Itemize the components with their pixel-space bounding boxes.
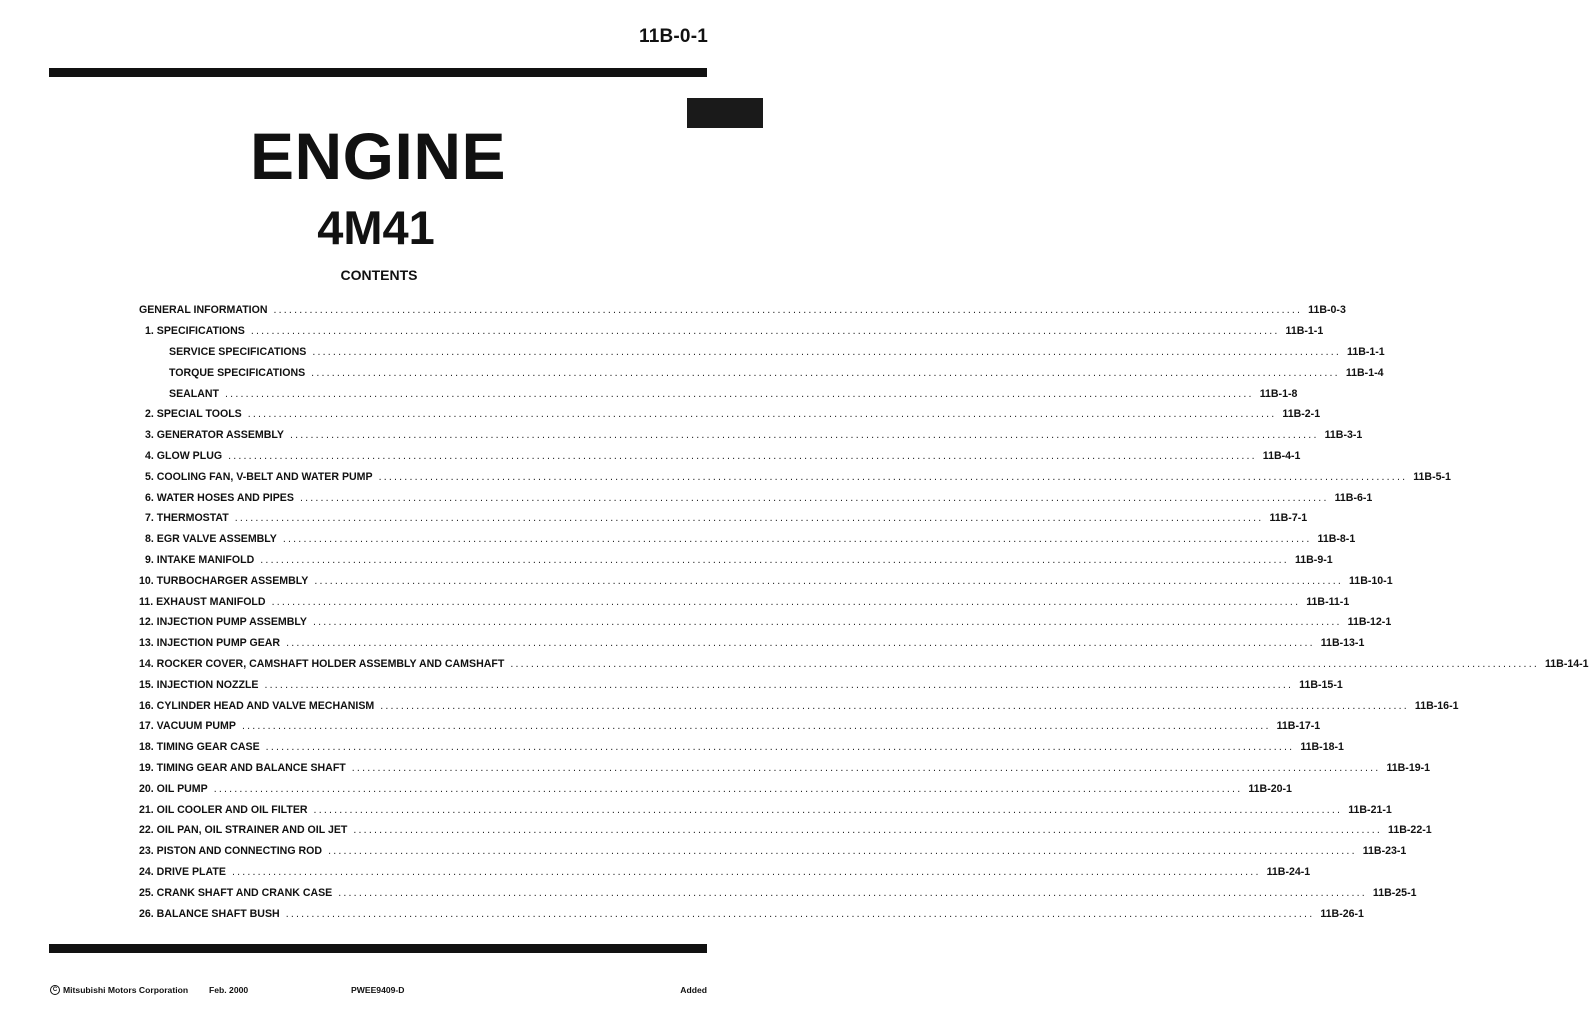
toc-entry-label: 21. OIL COOLER AND OIL FILTER <box>139 803 308 816</box>
toc-entry-label: 6. WATER HOSES AND PIPES <box>145 491 294 504</box>
toc-leader-dots: ........................................................................................................................................................................................................ <box>250 325 1280 338</box>
toc-entry[interactable] <box>0 300 1346 321</box>
toc-leader-dots: ........................................................................................................................................................................................................ <box>312 616 1342 629</box>
toc-entry[interactable] <box>0 758 1431 779</box>
toc-entry[interactable] <box>0 674 1343 695</box>
toc-entry-page: 11B-1-8 <box>1259 387 1298 400</box>
toc-entry-label: SEALANT <box>169 387 220 400</box>
toc-entry[interactable] <box>0 508 1308 529</box>
toc-entry-page: 11B-7-1 <box>1269 512 1308 525</box>
toc-entry-page: 11B-2-1 <box>1282 408 1321 421</box>
toc-entry-label: 7. THERMOSTAT <box>145 512 229 525</box>
toc-entry-page: 11B-16-1 <box>1414 699 1459 712</box>
toc-entry-label: 18. TIMING GEAR CASE <box>139 741 260 754</box>
footer-company: Mitsubishi Motors Corporation <box>63 985 189 995</box>
toc-entry-page: 11B-3-1 <box>1324 429 1363 442</box>
toc-entry-page: 11B-13-1 <box>1320 637 1365 650</box>
toc-entry-label: 10. TURBOCHARGER ASSEMBLY <box>139 574 309 587</box>
toc-leader-dots: ........................................................................................................................................................................................................ <box>286 637 1315 650</box>
toc-entry[interactable] <box>0 903 1364 924</box>
toc-entry-page: 11B-0-3 <box>1308 304 1346 317</box>
toc-entry-label: 1. SPECIFICATIONS <box>145 325 245 338</box>
toc-leader-dots: ........................................................................................................................................................................................................ <box>285 907 1315 920</box>
footer-date: Feb. 2000 <box>209 985 249 995</box>
toc-entry[interactable] <box>0 383 1298 404</box>
top-rule <box>49 68 707 77</box>
toc-entry[interactable] <box>0 529 1356 550</box>
toc-entry-label: GENERAL INFORMATION <box>139 304 268 317</box>
toc-leader-dots: ........................................................................................................................................................................................................ <box>265 741 1295 754</box>
toc-entry-page: 11B-20-1 <box>1248 782 1292 795</box>
toc-entry[interactable] <box>0 841 1407 862</box>
toc-entry-label: 19. TIMING GEAR AND BALANCE SHAFT <box>139 761 346 774</box>
toc-entry[interactable] <box>0 820 1432 841</box>
toc-entry-page: 11B-6-1 <box>1334 491 1373 504</box>
toc-entry-label: 23. PISTON AND CONNECTING ROD <box>139 845 323 858</box>
toc-entry-label: 11. EXHAUST MANIFOLD <box>139 595 266 608</box>
toc-entry-label: 8. EGR VALVE ASSEMBLY <box>145 533 277 546</box>
footer-status: Added <box>680 985 707 995</box>
toc-entry-label: 20. OIL PUMP <box>139 782 208 795</box>
toc-entry[interactable] <box>0 446 1301 467</box>
toc-entry-page: 11B-14-1 <box>1544 657 1589 670</box>
toc-entry[interactable] <box>0 612 1392 633</box>
toc-leader-dots: ........................................................................................................................................................................................................ <box>225 387 1254 400</box>
contents-heading: CONTENTS <box>340 267 418 283</box>
toc-leader-dots: ........................................................................................................................................................................................................ <box>338 886 1367 899</box>
toc-entry-page: 11B-24-1 <box>1266 865 1311 878</box>
toc-entry-label: 15. INJECTION NOZZLE <box>139 678 259 691</box>
toc-leader-dots: ........................................................................................................................................................................................................ <box>231 865 1261 878</box>
page-title: ENGINE <box>249 119 507 193</box>
toc-leader-dots: ........................................................................................................................................................................................................ <box>351 761 1381 774</box>
toc-entry-label: TORQUE SPECIFICATIONS <box>169 366 306 379</box>
toc-entry-page: 11B-19-1 <box>1386 761 1431 774</box>
toc-entry[interactable] <box>0 321 1324 342</box>
toc-entry-page: 11B-9-1 <box>1294 553 1333 566</box>
toc-entry-label: 24. DRIVE PLATE <box>139 865 226 878</box>
toc-leader-dots: ........................................................................................................................................................................................................ <box>314 574 1343 587</box>
toc-entry[interactable] <box>0 487 1373 508</box>
toc-entry-label: 4. GLOW PLUG <box>145 449 223 462</box>
toc-leader-dots: ........................................................................................................................................................................................................ <box>328 845 1357 858</box>
toc-entry-page: 11B-1-1 <box>1285 325 1324 338</box>
toc-entry-label: 14. ROCKER COVER, CAMSHAFT HOLDER ASSEMBLY AND CAMSHAFT <box>139 657 505 670</box>
toc-leader-dots: ........................................................................................................................................................................................................ <box>311 366 1340 379</box>
toc-leader-dots: ........................................................................................................................................................................................................ <box>213 782 1243 795</box>
toc-leader-dots: ........................................................................................................................................................................................................ <box>312 345 1342 358</box>
toc-entry-page: 11B-12-1 <box>1347 616 1392 629</box>
toc-entry-page: 11B-25-1 <box>1372 886 1417 899</box>
toc-entry-label: 2. SPECIAL TOOLS <box>145 408 242 421</box>
toc-entry[interactable] <box>0 362 1384 383</box>
page-number: 11B-0-1 <box>639 26 708 47</box>
footer-doc-code: PWEE9409-D <box>351 985 405 995</box>
toc-entry-label: 17. VACUUM PUMP <box>139 720 236 733</box>
toc-leader-dots: ........................................................................................................................................................................................................ <box>282 533 1312 546</box>
toc-entry[interactable] <box>0 466 1451 487</box>
toc-entry-label: 12. INJECTION PUMP ASSEMBLY <box>139 616 307 629</box>
toc-entry[interactable] <box>0 342 1385 363</box>
toc-leader-dots: ........................................................................................................................................................................................................ <box>260 553 1289 566</box>
toc-entry[interactable] <box>0 425 1363 446</box>
toc-entry-page: 11B-23-1 <box>1362 845 1407 858</box>
toc-leader-dots: ........................................................................................................................................................................................................ <box>264 678 1294 691</box>
toc-entry-page: 11B-8-1 <box>1317 533 1356 546</box>
toc-leader-dots: ........................................................................................................................................................................................................ <box>299 491 1329 504</box>
toc-leader-dots: ........................................................................................................................................................................................................ <box>510 657 1539 670</box>
toc-entry-page: 11B-21-1 <box>1348 803 1392 816</box>
bottom-rule <box>49 944 707 953</box>
toc-entry-label: 13. INJECTION PUMP GEAR <box>139 637 281 650</box>
toc-entry[interactable] <box>0 654 1589 675</box>
toc-entry[interactable] <box>0 404 1321 425</box>
toc-entry[interactable] <box>0 716 1321 737</box>
toc-entry-page: 11B-26-1 <box>1320 907 1364 920</box>
toc-entry[interactable] <box>0 882 1417 903</box>
toc-leader-dots: ........................................................................................................................................................................................................ <box>289 429 1319 442</box>
toc-entry[interactable] <box>0 778 1292 799</box>
toc-leader-dots: ........................................................................................................................................................................................................ <box>247 408 1277 421</box>
toc-entry-page: 11B-17-1 <box>1276 720 1321 733</box>
toc-entry-page: 11B-4-1 <box>1262 449 1301 462</box>
toc-leader-dots: ........................................................................................................................................................................................................ <box>380 699 1409 712</box>
toc-entry-page: 11B-18-1 <box>1300 741 1344 754</box>
engine-model: 4M41 <box>317 201 435 254</box>
toc-leader-dots: ........................................................................................................................................................................................................ <box>241 720 1271 733</box>
toc-entry-label: 5. COOLING FAN, V-BELT AND WATER PUMP <box>145 470 373 483</box>
toc-leader-dots: ........................................................................................................................................................................................................ <box>271 595 1301 608</box>
footer-copyright <box>50 985 188 995</box>
toc-entry-page: 11B-1-1 <box>1347 345 1385 358</box>
toc-entry-label: 3. GENERATOR ASSEMBLY <box>145 429 284 442</box>
toc-entry-page: 11B-1-4 <box>1345 366 1384 379</box>
toc-entry[interactable] <box>0 591 1350 612</box>
toc-leader-dots: ........................................................................................................................................................................................................ <box>273 304 1303 317</box>
toc-entry-label: 9. INTAKE MANIFOLD <box>145 553 255 566</box>
toc-entry[interactable] <box>0 799 1392 820</box>
toc-entry-label: 25. CRANK SHAFT AND CRANK CASE <box>139 886 333 899</box>
toc-leader-dots: ........................................................................................................................................................................................................ <box>353 824 1383 837</box>
toc-entry-label: 22. OIL PAN, OIL STRAINER AND OIL JET <box>139 824 348 837</box>
copyright-icon: C <box>50 985 60 995</box>
toc-entry-page: 11B-10-1 <box>1349 574 1393 587</box>
toc-entry[interactable] <box>0 862 1311 883</box>
toc-entry[interactable] <box>0 633 1365 654</box>
toc-entry-page: 11B-5-1 <box>1413 470 1451 483</box>
toc-entry-page: 11B-15-1 <box>1299 678 1343 691</box>
toc-leader-dots: ........................................................................................................................................................................................................ <box>234 512 1264 525</box>
toc-entry[interactable] <box>0 570 1393 591</box>
toc-entry-label: SERVICE SPECIFICATIONS <box>169 345 307 358</box>
toc-entry[interactable] <box>0 695 1459 716</box>
toc-entry[interactable] <box>0 737 1344 758</box>
toc-entry-label: 16. CYLINDER HEAD AND VALVE MECHANISM <box>139 699 375 712</box>
toc-leader-dots: ........................................................................................................................................................................................................ <box>378 470 1408 483</box>
toc-entry-label: 26. BALANCE SHAFT BUSH <box>139 907 280 920</box>
toc-entry-page: 11B-22-1 <box>1388 824 1432 837</box>
toc-leader-dots: ........................................................................................................................................................................................................ <box>228 449 1257 462</box>
toc-leader-dots: ........................................................................................................................................................................................................ <box>313 803 1343 816</box>
toc-entry[interactable] <box>0 550 1333 571</box>
toc-entry-page: 11B-11-1 <box>1306 595 1350 608</box>
